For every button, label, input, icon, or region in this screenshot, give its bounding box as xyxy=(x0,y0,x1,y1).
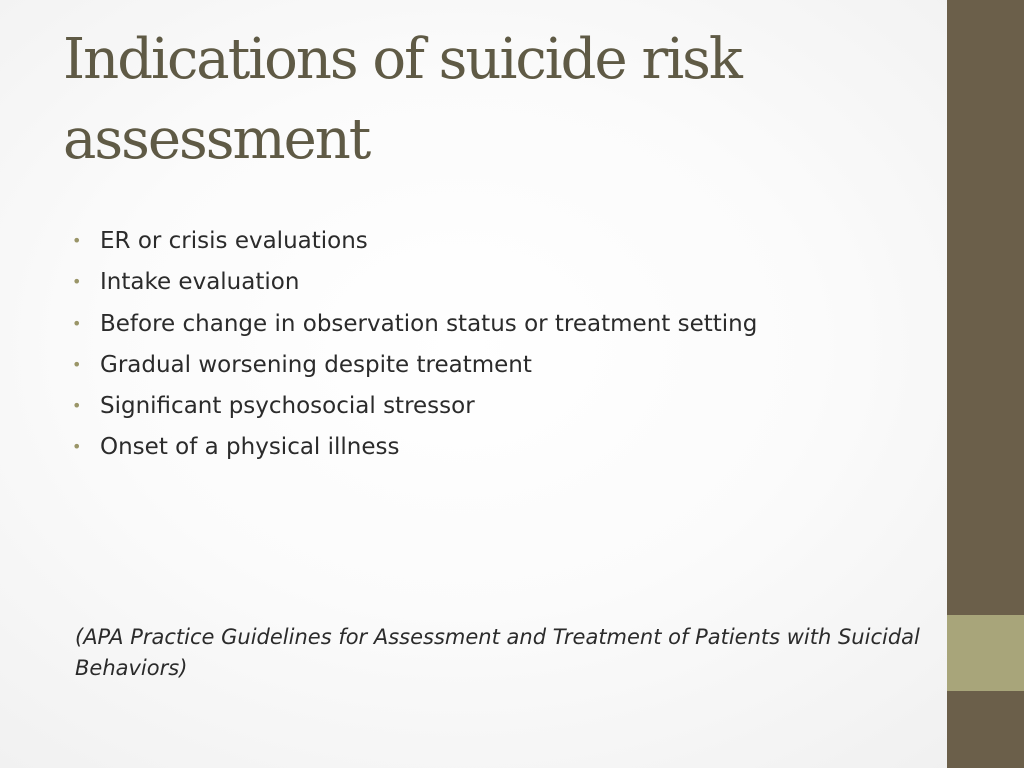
bullet-text: Before change in observation status or treatment setting xyxy=(100,310,758,337)
bullet-icon: • xyxy=(72,272,82,292)
bullet-text: ER or crisis evaluations xyxy=(100,228,368,254)
bullet-text: Intake evaluation xyxy=(100,269,300,296)
slide-title: Indications of suicide risk assessment xyxy=(63,27,741,172)
bullet-item xyxy=(72,222,932,263)
bullet-item xyxy=(72,387,932,428)
side-accent-highlight xyxy=(947,615,1024,691)
bullet-text: Onset of a physical illness xyxy=(100,434,400,461)
bullet-icon: • xyxy=(72,437,82,457)
bullet-icon: • xyxy=(72,396,82,416)
bullet-icon: • xyxy=(72,231,82,250)
bullet-icon: • xyxy=(72,354,82,374)
bullet-item xyxy=(72,428,932,469)
bullet-item xyxy=(72,305,932,346)
bullet-icon: • xyxy=(72,313,82,333)
bullet-item xyxy=(72,346,932,387)
bullet-text: Significant psychosocial stressor xyxy=(100,393,475,420)
bullet-list xyxy=(72,222,932,470)
bullet-text: Gradual worsening despite treatment xyxy=(100,351,532,378)
reference-citation: (APA Practice Guidelines for Assessment and Treatment of Patients with Suicidal Behaviors) xyxy=(75,625,920,680)
bullet-item xyxy=(72,263,932,304)
